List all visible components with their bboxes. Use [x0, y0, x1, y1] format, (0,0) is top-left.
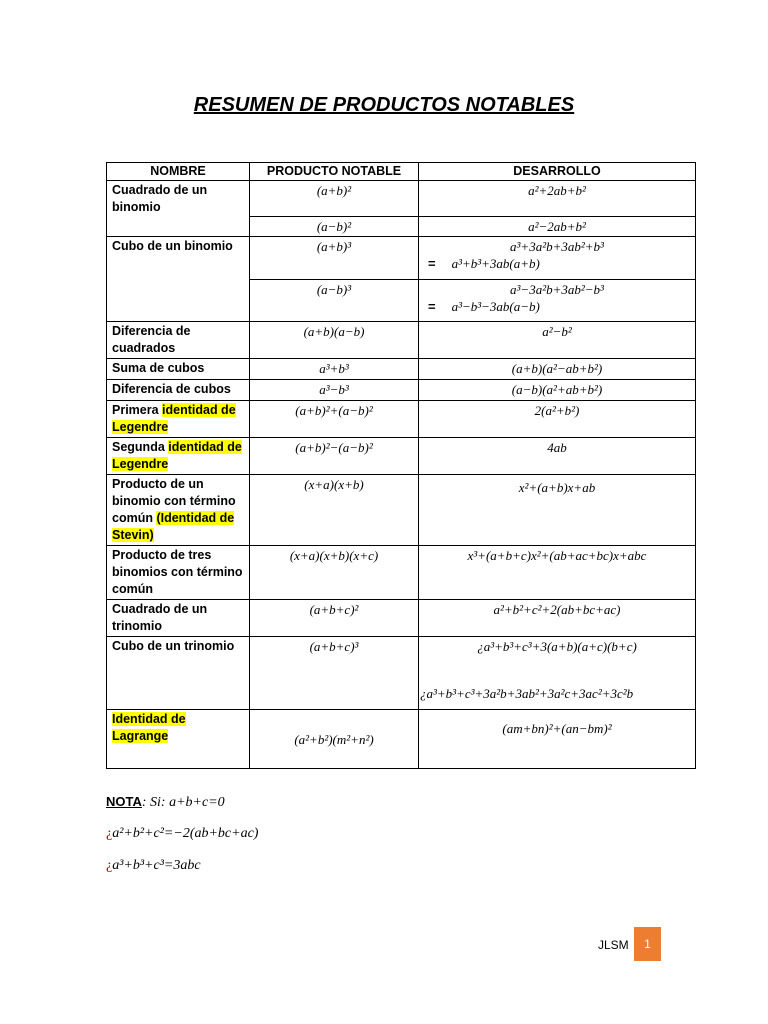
row-development: (am+bn)²+(an−bm)²: [419, 710, 696, 769]
development-line: ¿a³+b³+c³+3(a+b)(a+c)(b+c): [477, 639, 637, 654]
table-row: [107, 237, 696, 280]
highlighted-text: (Identidad de Stevin): [112, 511, 235, 542]
row-name-text: Segunda: [112, 440, 169, 454]
page-number-badge: 1: [634, 927, 661, 961]
row-development: [419, 280, 696, 322]
row-product: a³−b³: [250, 380, 419, 401]
nota-line-1: [106, 794, 225, 811]
row-product: (a−b)²: [250, 217, 419, 237]
development-line: ¿a³+b³+c³+3a²b+3ab²+3a²c+3ac²+3c²b: [420, 686, 634, 701]
inverted-question-mark: ¿: [106, 858, 113, 873]
development-line: [424, 255, 690, 272]
row-product: (x+a)(x+b): [250, 475, 419, 546]
header-producto: PRODUCTO NOTABLE: [250, 163, 419, 181]
row-name-text: Primera: [112, 403, 163, 417]
table-row: [107, 475, 696, 546]
row-development: a²+2ab+b²: [419, 181, 696, 217]
row-name: Producto de tres binomios con término común: [107, 546, 250, 600]
row-development: x²+(a+b)x+ab: [419, 475, 696, 546]
nota-line-3: [106, 858, 201, 874]
nota-identity: a³+b³+c³=3abc: [112, 858, 201, 873]
row-product: (a+b)²+(a−b)²: [250, 401, 419, 438]
row-development: (a−b)(a²+ab+b²): [419, 380, 696, 401]
development-alt: a³−b³−3ab(a−b): [451, 299, 540, 314]
row-name: Diferencia de cuadrados: [107, 322, 250, 359]
highlighted-text: identidad de Legendre: [112, 440, 242, 471]
row-development: a²+b²+c²+2(ab+bc+ac): [419, 600, 696, 637]
row-product: (a+b)³: [250, 237, 419, 280]
row-product: (a−b)³: [250, 280, 419, 322]
row-development: (a+b)(a²−ab+b²): [419, 359, 696, 380]
row-name: Cubo de un trinomio: [107, 637, 250, 710]
row-development: a²−2ab+b²: [419, 217, 696, 237]
row-development: x³+(a+b+c)x²+(ab+ac+bc)x+abc: [419, 546, 696, 600]
table-header-row: [107, 163, 696, 181]
table-row: [107, 181, 696, 217]
nota-line-2: [106, 826, 258, 842]
row-name-text: Producto de un binomio con término común: [112, 477, 236, 525]
highlighted-text: identidad de Legendre: [112, 403, 236, 434]
row-development: [419, 237, 696, 280]
development-line: a³+3a²b+3ab²+b³: [510, 239, 604, 254]
table-row: [107, 438, 696, 475]
inverted-question-mark: ¿: [106, 826, 113, 841]
row-name: Cuadrado de un trinomio: [107, 600, 250, 637]
row-product: a³+b³: [250, 359, 419, 380]
row-product: (a²+b²)(m²+n²): [250, 710, 419, 769]
table-row: [107, 359, 696, 380]
nota-identity: a²+b²+c²=−2(ab+bc+ac): [112, 826, 259, 841]
row-name: [107, 710, 250, 769]
header-desarrollo: DESARROLLO: [419, 163, 696, 181]
nota-label: NOTA: [106, 794, 142, 809]
row-name: Cubo de un binomio: [107, 237, 250, 322]
table-row: [107, 600, 696, 637]
development-alt: a³+b³+3ab(a+b): [451, 256, 540, 271]
table-row: [107, 546, 696, 600]
row-product: (a+b)²−(a−b)²: [250, 438, 419, 475]
row-product: (a+b)(a−b): [250, 322, 419, 359]
table-row: [107, 710, 696, 769]
table-row: [107, 322, 696, 359]
row-product: (a+b+c)²: [250, 600, 419, 637]
table-row: [107, 637, 696, 710]
row-name: [107, 475, 250, 546]
row-name: [107, 438, 250, 475]
equals-sign: =: [428, 256, 436, 271]
row-development: [419, 637, 696, 710]
development-line: a³−3a²b+3ab²−b³: [510, 282, 604, 297]
row-product: (x+a)(x+b)(x+c): [250, 546, 419, 600]
row-name: Suma de cubos: [107, 359, 250, 380]
footer-author: JLSM: [598, 938, 629, 952]
products-table: [106, 162, 696, 769]
table-row: [107, 380, 696, 401]
nota-condition: : Si: a+b+c=0: [141, 795, 225, 810]
equals-sign: =: [428, 299, 436, 314]
page-title: RESUMEN DE PRODUCTOS NOTABLES: [193, 94, 575, 116]
highlighted-text: Identidad de Lagrange: [112, 712, 186, 743]
table-row: [107, 401, 696, 438]
row-name: Cuadrado de un binomio: [107, 181, 250, 237]
row-development: a²−b²: [419, 322, 696, 359]
row-product: (a+b)²: [250, 181, 419, 217]
row-name: [107, 401, 250, 438]
row-product: (a+b+c)³: [250, 637, 419, 710]
row-development: 4ab: [419, 438, 696, 475]
row-name: Diferencia de cubos: [107, 380, 250, 401]
development-line: [424, 298, 690, 315]
row-development: 2(a²+b²): [419, 401, 696, 438]
header-nombre: NOMBRE: [107, 163, 250, 181]
